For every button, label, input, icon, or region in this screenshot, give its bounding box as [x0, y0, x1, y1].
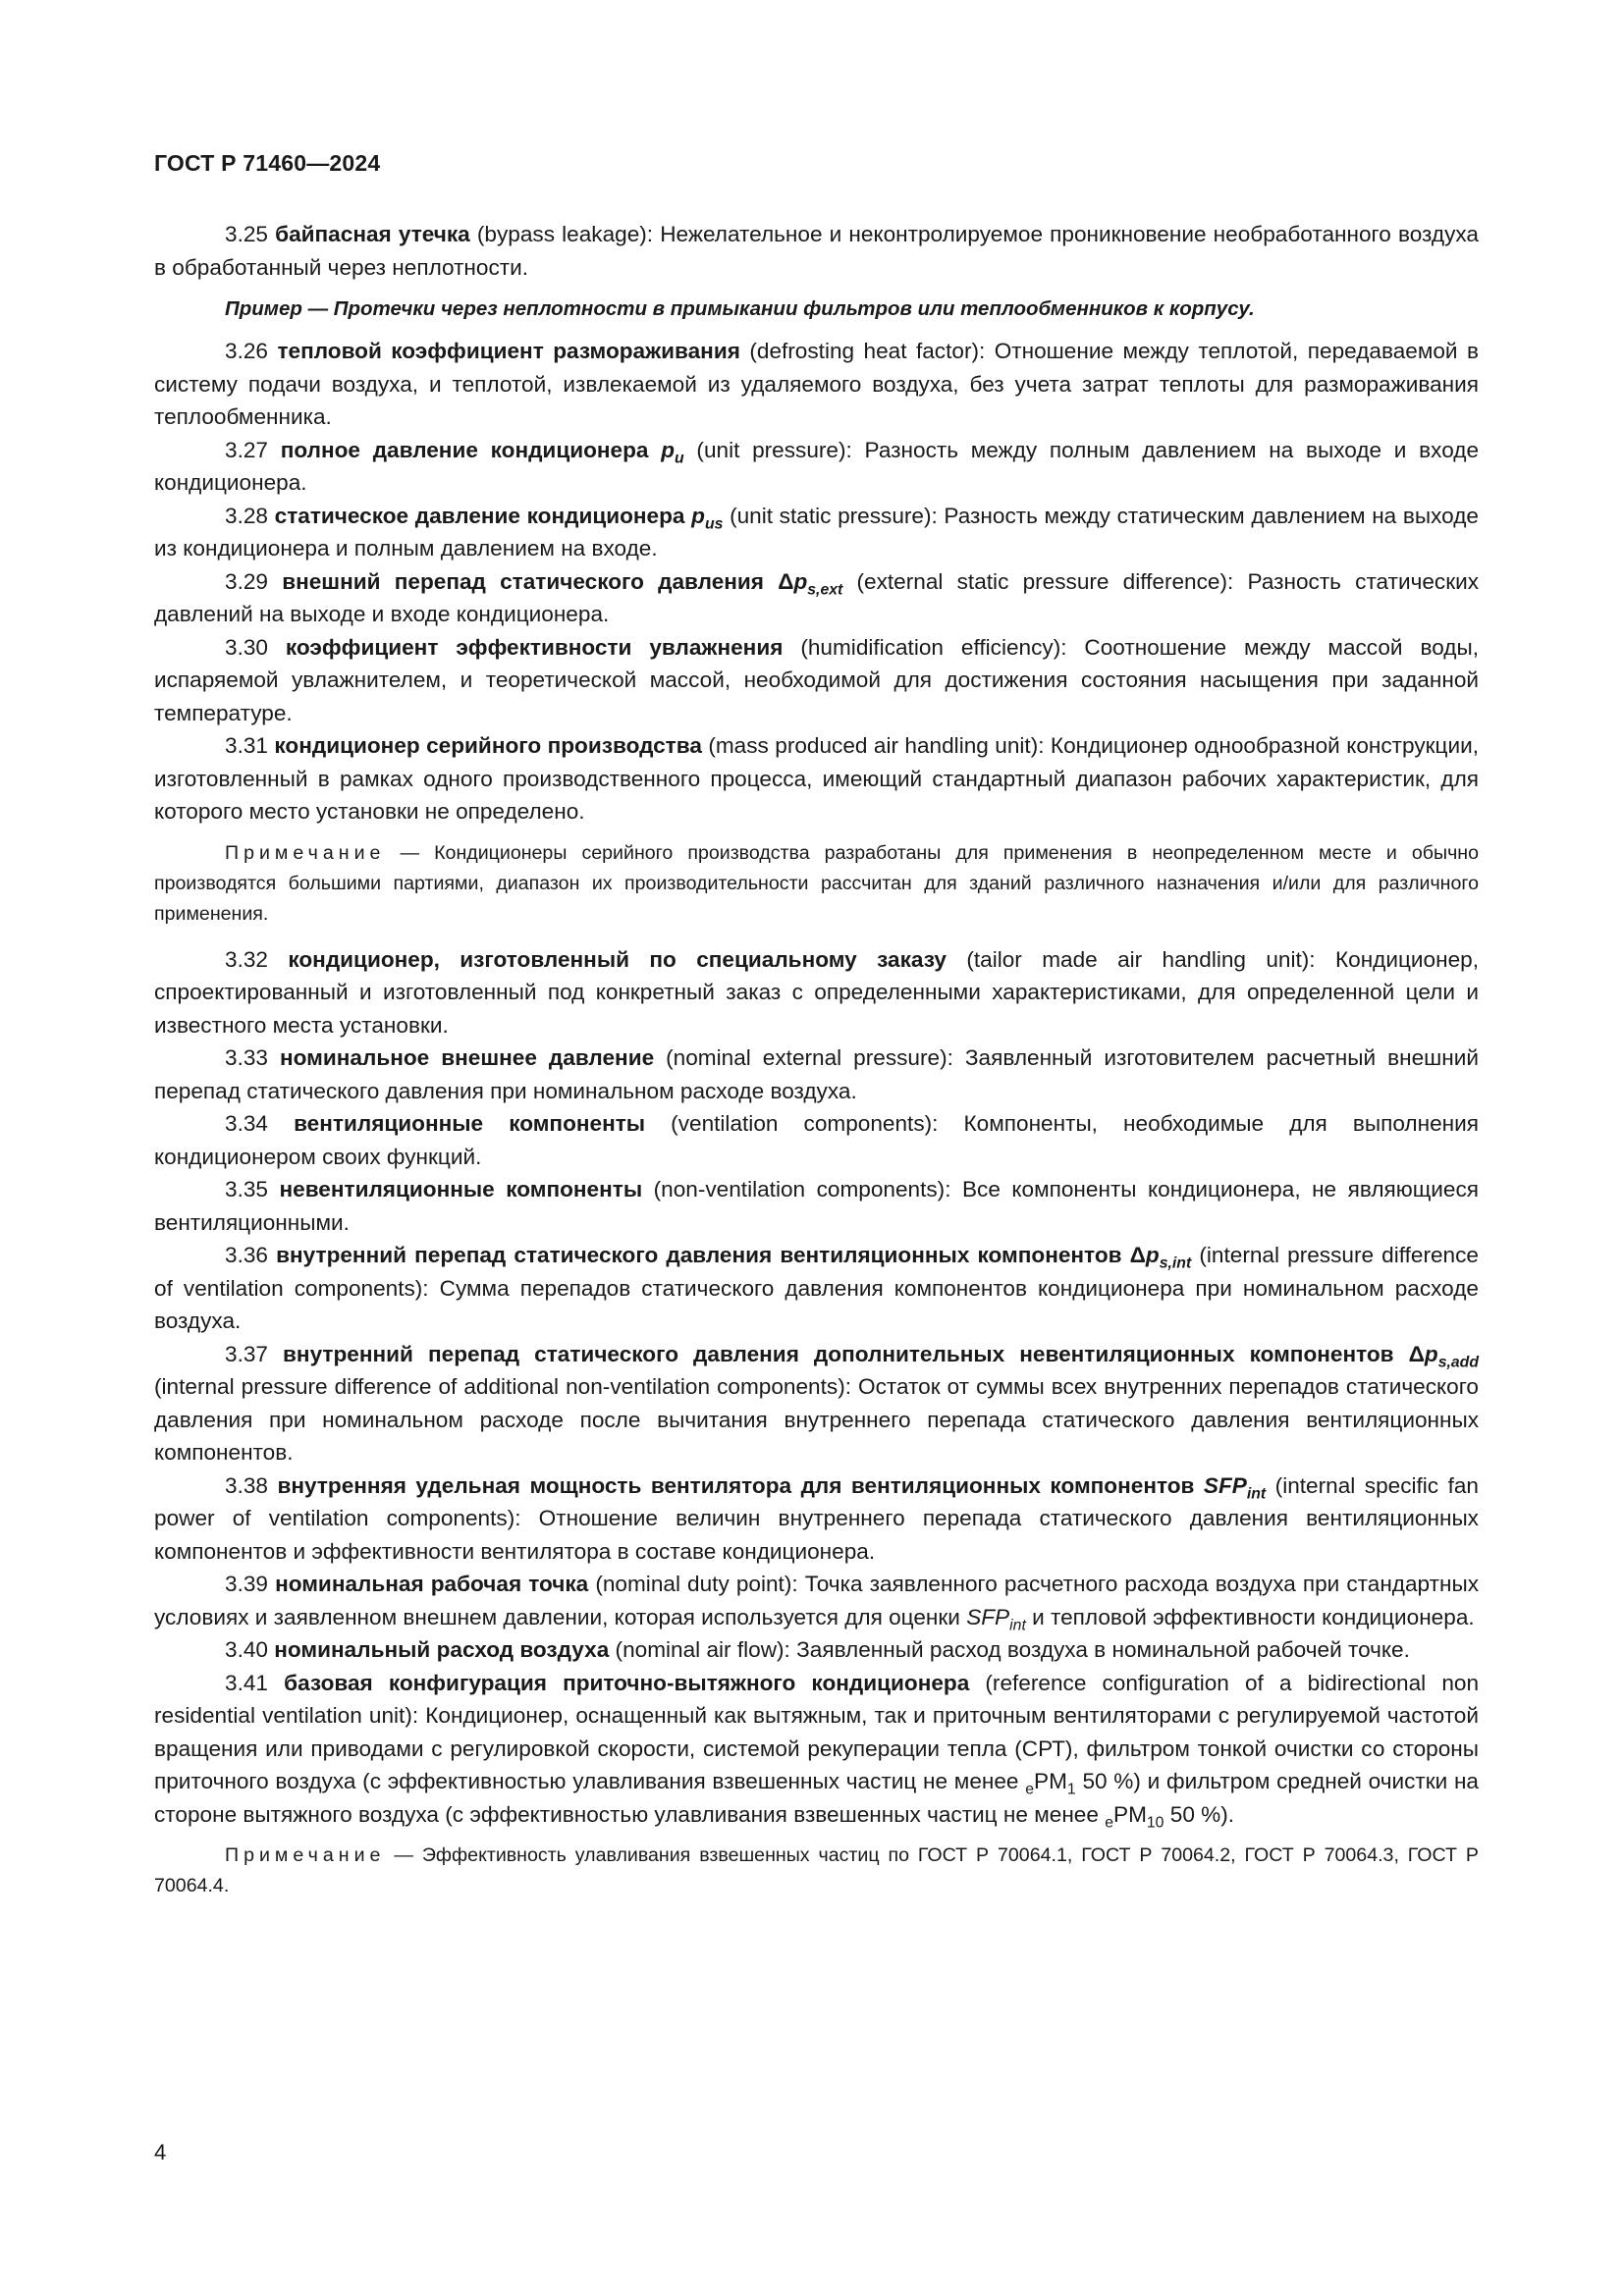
term-name: внешний перепад статического давления — [282, 568, 764, 594]
term-entry-3-26 — [154, 335, 1479, 434]
term-definition: Нежелательное и неконтролируемое проникновение необработанного воздуха в обработанный через неплотности. — [154, 222, 1479, 280]
term-symbol: $p_{us}$ — [691, 503, 724, 533]
example-3-25: Пример — Протечки через неплотности в примыкании фильтров или теплообменников к корпусу. — [225, 297, 1255, 320]
term-entry-3-25 — [154, 218, 1479, 284]
entry-number: 3.29 — [225, 568, 268, 594]
term-symbol: $SFP_{int}$ — [1203, 1472, 1267, 1503]
entry-number: 3.35 — [225, 1177, 268, 1201]
term-entry-3-38 — [154, 1469, 1479, 1569]
term-english: (defrosting heat factor): — [739, 339, 995, 363]
term-definition: Отношение величин внутреннего перепада статического давления вентиляционных компонентов и эффективности вентилятора в составе кондиционера. — [154, 1506, 1479, 1564]
entry-number: 3.41 — [225, 1670, 268, 1695]
note-label: Примечание — [225, 841, 386, 864]
term-symbol: $p_u$ — [661, 437, 684, 467]
term-name: коэффициент эффективности увлажнения — [285, 634, 784, 660]
term-name: статическое давление кондиционера — [274, 503, 685, 528]
term-symbol: $\Delta p_{s,ext}$ — [778, 568, 843, 599]
term-entry-3-32 — [154, 943, 1479, 1042]
term-entry-3-29 — [154, 565, 1479, 631]
entry-number: 3.40 — [225, 1637, 268, 1662]
term-definition: Точка заявленного расчетного расхода воздуха при стандартных условиях и заявленном внешнем давлении, которая используется для оценки — [154, 1572, 1479, 1629]
term-name: внутренний перепад статического давления дополнительных невентиляционных компонентов — [283, 1341, 1394, 1366]
term-definition-mid: ) и фильтром средней очистки на стороне вытяжного воздуха (с эффективностью улавливания взвешенных частиц не менее — [154, 1769, 1479, 1827]
term-name: невентиляционные компоненты — [279, 1177, 643, 1201]
term-name: номинальное внешнее давление — [280, 1045, 655, 1070]
term-entry-3-40 — [154, 1633, 1479, 1667]
document-code-header: ГОСТ Р 71460—2024 — [154, 150, 381, 176]
term-english: (nominal air flow): — [609, 1637, 797, 1662]
term-definition: Разность между статическим давлением на выходе из кондиционера и полным давлением на входе. — [154, 503, 1479, 561]
term-name: внутренний перепад статического давления вентиляционных компонентов — [276, 1243, 1122, 1267]
pm1-symbol: $_ePM_1$ — [1025, 1769, 1076, 1798]
note-text: — Эффективность улавливания взвешенных частиц по ГОСТ Р 70064.1, ГОСТ Р 70064.2, ГОСТ Р 70064.3, ГОСТ Р 70064.4. — [154, 1844, 1479, 1896]
term-entry-3-33 — [154, 1041, 1479, 1107]
term-english: (internal pressure difference of ventilation components): — [154, 1243, 1479, 1301]
term-name: байпасная утечка — [275, 222, 470, 246]
term-english: (humidification efficiency): — [783, 634, 1085, 660]
term-definition: Соотношение между массой воды, испаряемой увлажнителем, и теоретической массой, необходимой для достижения состояния насыщения при заданной температуре. — [154, 634, 1479, 725]
note-3-41 — [154, 1841, 1479, 1901]
term-entry-3-34 — [154, 1107, 1479, 1173]
note-text: — Кондиционеры серийного производства разработаны для применения в неопределенном месте и обычно производятся большими партиями, диапазон их производительности рассчитан для зданий различного назначения и/или для различного применения. — [154, 841, 1479, 925]
term-english: (nominal external pressure): — [654, 1045, 965, 1070]
entry-number: 3.31 — [225, 733, 268, 758]
term-english: (tailor made air handling unit): — [946, 946, 1335, 972]
term-english: (mass produced air handling unit): — [701, 733, 1051, 758]
term-definition: Остаток от суммы всех внутренних перепадов статического давления при номинальном расходе после вычитания внутреннего перепада статического давления вентиляционных компонентов. — [154, 1374, 1480, 1465]
term-definition: Разность между полным давлением на выходе и входе кондиционера. — [154, 437, 1480, 495]
term-entry-3-36 — [154, 1239, 1479, 1338]
term-symbol: $\Delta p_{s,add}$ — [1408, 1341, 1480, 1371]
sfp-symbol: $SFP_{int}$ — [966, 1604, 1026, 1634]
term-english: (ventilation components): — [645, 1111, 964, 1136]
term-english: (external static pressure difference): — [842, 568, 1248, 594]
entry-number: 3.33 — [225, 1045, 268, 1070]
entry-number: 3.30 — [225, 634, 268, 660]
term-definition: Заявленный изготовителем расчетный внешний перепад статического давления при номинальном расходе воздуха. — [154, 1045, 1479, 1103]
note-label: Примечание — [225, 1844, 386, 1866]
term-name: кондиционер серийного производства — [274, 733, 702, 758]
term-english: (unit static pressure): — [723, 503, 945, 528]
term-english: (internal specific fan power of ventilation components): — [154, 1472, 1479, 1530]
term-name: полное давление кондиционера — [280, 437, 649, 462]
pm10-value: 50 % — [1164, 1801, 1221, 1827]
terms-section — [154, 218, 1479, 1915]
term-definition: Все компоненты кондиционера, не являющиеся вентиляционными. — [154, 1177, 1480, 1235]
entry-number: 3.32 — [225, 946, 268, 972]
term-name: тепловой коэффициент размораживания — [277, 339, 740, 363]
term-entry-3-37 — [154, 1338, 1479, 1469]
term-english: (bypass leakage): — [469, 222, 661, 246]
term-english: (non-ventilation components): — [642, 1177, 962, 1201]
entry-number: 3.39 — [225, 1572, 268, 1596]
term-entry-3-28 — [154, 500, 1479, 565]
entry-number: 3.38 — [225, 1472, 268, 1498]
term-entry-3-31 — [154, 729, 1479, 828]
pm10-symbol: $_ePM_{10}$ — [1105, 1801, 1164, 1832]
term-entry-3-35 — [154, 1173, 1479, 1239]
term-english: (unit pressure): — [683, 437, 865, 462]
page-number: 4 — [154, 2140, 167, 2164]
term-entry-3-39 — [154, 1568, 1479, 1633]
term-english: (reference configuration of a bidirectional non residential ventilation unit): — [154, 1670, 1480, 1728]
entry-number: 3.37 — [225, 1341, 268, 1366]
term-english: (nominal duty point): — [588, 1572, 805, 1596]
term-entry-3-27 — [154, 434, 1479, 500]
term-definition: Кондиционер, спроектированный и изготовленный под конкретный заказ с определенными характеристиками, для определенной цели и известного места установки. — [154, 946, 1479, 1038]
term-definition-tail: и тепловой эффективности кондиционера. — [1025, 1604, 1475, 1629]
term-name: базовая конфигурация приточно-вытяжного кондиционера — [284, 1670, 970, 1695]
term-definition: Кондиционер однообразной конструкции, изготовленный в рамках одного производственного процесса, имеющий стандартный диапазон рабочих характеристик, для которого место установки не определено. — [154, 733, 1479, 824]
entry-number: 3.27 — [225, 437, 268, 462]
term-definition: Разность статических давлений на выходе и входе кондиционера. — [154, 568, 1480, 626]
term-name: кондиционер, изготовленный по специальному заказу — [288, 946, 947, 972]
pm1-value: 50 % — [1075, 1769, 1134, 1793]
term-definition-end: ). — [1220, 1801, 1235, 1827]
term-name: номинальный расход воздуха — [274, 1637, 610, 1662]
term-definition: Сумма перепадов статического давления компонентов кондиционера при номинальном расходе воздуха. — [154, 1275, 1479, 1333]
term-entry-3-41 — [154, 1667, 1479, 1832]
term-name: внутренняя удельная мощность вентилятора для вентиляционных компонентов — [277, 1472, 1195, 1498]
note-3-31 — [154, 838, 1479, 930]
term-english: (internal pressure difference of additional non-ventilation components): — [154, 1374, 859, 1399]
entry-number: 3.34 — [225, 1111, 268, 1136]
term-definition: Заявленный расход воздуха в номинальной рабочей точке. — [796, 1637, 1410, 1662]
term-entry-3-30 — [154, 631, 1479, 730]
term-name: номинальная рабочая точка — [275, 1572, 589, 1596]
entry-number: 3.36 — [225, 1243, 268, 1267]
term-symbol: $\Delta p_{s,int}$ — [1129, 1243, 1192, 1272]
entry-number: 3.28 — [225, 503, 268, 528]
term-name: вентиляционные компоненты — [294, 1111, 646, 1136]
entry-number: 3.26 — [225, 339, 268, 363]
term-definition: Компоненты, необходимые для выполнения кондиционером своих функций. — [154, 1111, 1479, 1169]
entry-number: 3.25 — [225, 222, 268, 246]
term-definition: Отношение между теплотой, передаваемой в систему подачи воздуха, и теплотой, извлекаемой из удаляемого воздуха, без учета затрат теплоты для размораживания теплообменника. — [154, 339, 1480, 429]
term-definition: Кондиционер, оснащенный как вытяжным, так и приточным вентиляторами с регулируемой частотой вращения или приводами с регулировкой скорости, системой рекуперации тепла (СРТ), фильтром тонкой очистки со стороны приточного воздуха (с эффективностью улавливания взвешенных частиц не менее — [154, 1703, 1479, 1793]
